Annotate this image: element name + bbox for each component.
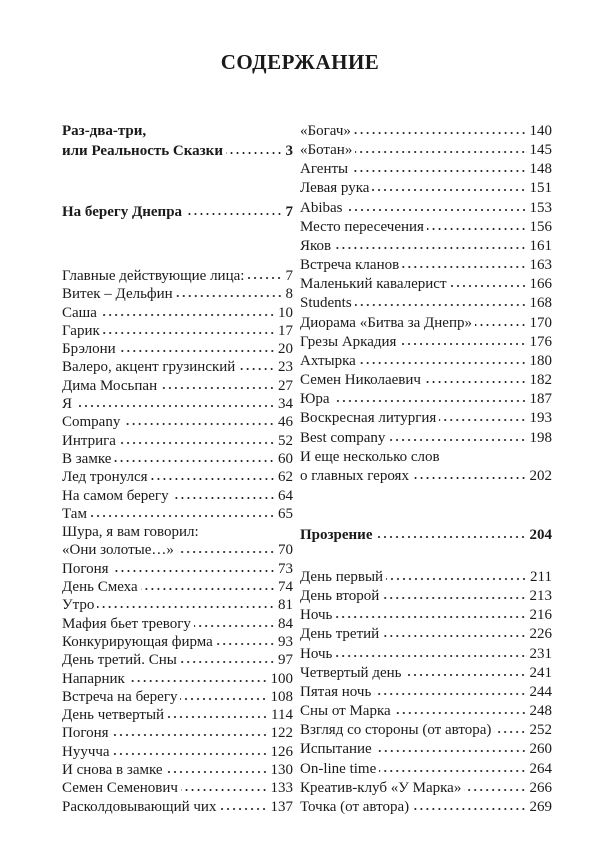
toc-title: Там [62,505,87,522]
toc-page: 180 [529,352,552,369]
toc-page: 145 [529,142,552,159]
toc-title: Best company [300,429,386,446]
toc-entry [300,199,552,218]
toc-entry [62,651,293,669]
toc-entry [62,743,293,761]
toc-page: 46 [278,414,293,431]
toc-page: 244 [529,683,552,700]
toc-title: Саша [62,304,97,321]
page-title: СОДЕРЖАНИЕ [220,50,380,74]
toc-page: 213 [529,588,552,605]
toc-entry [62,285,293,303]
right-toc-list [300,122,552,486]
leader-dots [172,496,275,500]
toc-entry [300,179,552,198]
leader-dots [185,212,282,216]
toc-title: или Реальность Сказки [62,143,223,160]
part-2-heading [62,203,293,221]
leader-dots [180,697,267,701]
toc-entry [62,322,293,340]
leader-dots [177,550,275,554]
toc-entry [300,218,552,237]
toc-entry [62,560,293,578]
toc-title: Погоня [62,725,109,742]
leader-dots [226,151,283,155]
part-3-heading [300,526,552,545]
leader-dots [335,615,526,619]
leader-dots [334,246,526,250]
toc-title: Грезы Аркадия [300,333,397,350]
toc-page: 168 [529,295,552,312]
toc-title: Воскресная литургия [300,410,437,427]
leader-dots [123,422,275,426]
toc-entry [300,256,552,275]
toc-page: 126 [270,743,293,760]
toc-entry [62,340,293,358]
toc-title: Раз-два-три, [62,123,147,139]
leader-dots [219,807,267,811]
toc-title: Яков [300,237,332,254]
leader-dots [386,577,527,581]
toc-page: 70 [278,542,293,559]
leader-dots [354,131,527,135]
toc-title: День первый [300,569,384,585]
toc-title: Встреча кланов [300,257,400,274]
toc-title: «Ботан» [300,142,353,159]
toc-page: 202 [529,467,552,484]
toc-page: 114 [271,707,293,724]
toc-page: 137 [270,798,293,815]
toc-page: 65 [278,505,293,522]
leader-dots [404,673,526,677]
toc-title: День Смеха [62,579,138,596]
toc-title: Лед тронулся [62,469,148,486]
toc-title: Маленький кавалерист [300,276,447,293]
toc-line [62,142,293,160]
toc-page: 23 [278,359,293,376]
toc-title: Company [62,414,121,431]
toc-page: 170 [529,314,552,331]
toc-title: Семен Семенович [62,780,178,797]
toc-entry [300,702,552,721]
leader-dots [160,386,275,390]
toc-entry [300,409,552,428]
toc-page: 211 [530,569,552,585]
toc-title: Прозрение [300,527,373,543]
toc-page: 108 [270,688,293,705]
toc-entry [62,724,293,742]
toc-page: 93 [278,633,293,650]
leader-dots [355,150,526,154]
toc-page: 52 [278,432,293,449]
toc-title: Ночь [300,607,333,624]
toc-entry [300,467,552,486]
toc-entry [62,358,293,376]
leader-dots [113,752,268,756]
toc-title: Утро [62,597,95,614]
toc-title: Мафия бьет тревогу [62,615,191,632]
leader-dots [450,284,527,288]
right-toc-list-2 [300,568,552,817]
leader-dots [355,303,527,307]
leader-dots [114,459,275,463]
leader-dots [475,323,527,327]
toc-page: 27 [278,377,293,394]
leader-dots [167,715,268,719]
toc-title: Диорама «Битва за Днепр» [300,314,472,331]
toc-title: Students [300,295,352,312]
leader-dots [128,679,268,683]
toc-title: И еще несколько слов [300,448,440,465]
toc-page: 266 [529,779,552,796]
leader-dots [382,634,526,638]
toc-page: 122 [270,725,293,742]
toc-title: День третий. Сны [62,652,177,669]
toc-entry [300,798,552,817]
toc-title: Место пересечения [300,218,424,235]
leader-dots [374,692,526,696]
toc-entry [62,432,293,450]
toc-page: 140 [529,123,552,139]
toc-title: Abibas [300,199,343,216]
toc-entry [62,688,293,706]
toc-entry [300,645,552,664]
leader-dots [382,596,526,600]
toc-entry [300,333,552,352]
toc-page: 156 [529,218,552,235]
toc-entry [300,448,552,467]
toc-entry [300,371,552,390]
toc-page: 84 [278,615,293,632]
toc-title: Семен Николаевич [300,372,421,389]
toc-title: В замке [62,450,112,467]
leader-dots [90,514,275,518]
toc-page: 130 [270,762,293,779]
toc-title: Шура, я вам говорил: [62,524,199,541]
toc-title: On-line time [300,760,377,777]
leader-dots [216,642,275,646]
toc-entry [62,450,293,468]
toc-entry [62,578,293,596]
toc-title: Точка (от автора) [300,798,410,815]
leader-dots [75,404,275,408]
leader-dots [112,569,275,573]
toc-page: 97 [278,652,293,669]
toc-page: 133 [270,780,293,797]
leader-dots [97,605,275,609]
leader-dots [238,367,275,371]
leader-dots [494,730,526,734]
toc-title: Напарник [62,670,125,687]
toc-entry [62,377,293,395]
toc-title: «Они золотые…» [62,542,174,559]
leader-dots [194,624,275,628]
toc-page: 182 [529,372,552,389]
leader-dots [119,441,275,445]
toc-entry [300,625,552,644]
leader-dots [443,457,549,461]
toc-entry [62,761,293,779]
toc-page: 264 [529,760,552,777]
toc-page: 81 [278,597,293,614]
toc-page: 231 [529,645,552,662]
toc-line [62,122,293,140]
leader-dots [180,660,275,664]
toc-title: Интрига [62,432,116,449]
toc-page: 3 [285,143,293,160]
toc-title: Креатив-клуб «У Марка» [300,779,462,796]
toc-line [62,203,293,221]
toc-entry [62,267,293,285]
toc-page: 216 [529,607,552,624]
leader-dots [103,331,275,335]
toc-entry [300,390,552,409]
toc-entry [62,395,293,413]
toc-entry [62,798,293,816]
toc-entry [62,541,293,559]
leader-dots [176,294,283,298]
toc-page: 74 [278,579,293,596]
toc-page: 252 [529,722,552,739]
leader-dots [166,770,268,774]
toc-entry [300,587,552,606]
toc-page: 163 [529,257,552,274]
toc-title: Пятая ночь [300,683,372,700]
toc-entry [300,314,552,333]
toc-page: 64 [278,487,293,504]
toc-entry [62,505,293,523]
toc-page: 166 [529,276,552,293]
toc-title: Испытание [300,741,372,758]
leader-dots [100,313,275,317]
leader-dots [412,476,527,480]
toc-page: 148 [529,161,552,178]
toc-page: 20 [278,341,293,358]
toc-entry [62,596,293,614]
toc-page: 7 [285,268,293,284]
leader-dots [424,380,527,384]
toc-page: 10 [278,304,293,321]
toc-page: 161 [529,237,552,254]
toc-title: Дима Мосьпан [62,377,158,394]
toc-entry [300,352,552,371]
leader-dots [335,654,526,658]
toc-entry [62,670,293,688]
toc-page: 8 [285,286,293,303]
toc-title: И снова в замке [62,762,163,779]
toc-entry [62,523,293,541]
toc-page: 100 [270,670,293,687]
toc-title: На самом берегу [62,487,169,504]
toc-title: На берегу Днепра [62,204,183,220]
leader-dots [119,349,275,353]
toc-title: Брэлони [62,341,116,358]
toc-entry [62,468,293,486]
toc-page: 193 [529,410,552,427]
toc-page: 17 [278,322,293,339]
toc-entry [62,633,293,651]
toc-title: Гарик [62,322,100,339]
toc-title: Ахтырка [300,352,356,369]
toc-entry [300,122,552,141]
toc-title: Нуучча [62,743,110,760]
toc-entry [300,683,552,702]
leader-dots [379,769,526,773]
toc-page: 198 [529,429,552,446]
toc-title: Агенты [300,161,349,178]
toc-title: Ночь [300,645,333,662]
toc-page: 269 [529,798,552,815]
toc-entry [300,568,552,587]
toc-title: Встреча на берегу [62,688,178,705]
leader-dots [399,342,526,346]
toc-entry [300,429,552,448]
toc-page: 153 [529,199,552,216]
toc-title: Валеро, акцент грузинский [62,359,236,376]
toc-page: 62 [278,469,293,486]
leader-dots [375,535,526,539]
toc-entry [300,664,552,683]
toc-entry [62,304,293,322]
toc-entry [300,275,552,294]
toc-page: 260 [529,741,552,758]
toc-entry [300,760,552,779]
leader-dots [141,587,275,591]
leader-dots [372,188,526,192]
toc-title: Левая рука [300,180,370,197]
toc-page: 151 [529,180,552,197]
leader-dots [375,749,527,753]
leader-dots [412,807,526,811]
toc-entry [300,606,552,625]
leader-dots [394,711,527,715]
toc-title: День третий [300,626,380,643]
leader-dots [402,265,526,269]
toc-title: о главных героях [300,467,409,484]
left-toc-list [62,267,293,816]
toc-entry [62,779,293,797]
toc-title: День четвертый [62,707,165,724]
toc-entry [300,294,552,313]
leader-dots [388,438,526,442]
leader-dots [346,208,527,212]
leader-dots [181,788,268,792]
toc-entry [300,237,552,256]
leader-dots [247,276,282,280]
toc-entry [62,413,293,431]
toc-title: Четвертый день [300,664,402,681]
leader-dots [151,477,275,481]
toc-page: 241 [529,664,552,681]
toc-title: «Богач» [300,123,351,139]
toc-entry [300,740,552,759]
toc-title: Конкурирующая фирма [62,633,213,650]
toc-entry [300,721,552,740]
toc-entry [300,141,552,160]
toc-page: 226 [529,626,552,643]
toc-title: Взгляд со стороны (от автора) [300,722,492,739]
toc-title: День второй [300,588,380,605]
toc-page: 248 [529,703,552,720]
toc-page: 187 [529,391,552,408]
leader-dots [351,169,526,173]
toc-title: Погоня [62,560,109,577]
leader-dots [439,418,526,422]
toc-entry [62,487,293,505]
toc-page: 60 [278,450,293,467]
leader-dots [427,227,527,231]
toc-page: 7 [285,204,293,220]
toc-title: Главные действующие лица: [62,268,245,284]
toc-entry [300,779,552,798]
leader-dots [359,361,527,365]
part-1-heading [62,122,293,161]
toc-title: Я [62,396,73,413]
toc-entry [62,615,293,633]
leader-dots [464,788,526,792]
toc-page: 73 [278,560,293,577]
toc-line [300,526,552,545]
leader-dots [112,733,268,737]
toc-entry [300,160,552,179]
toc-page: 34 [278,396,293,413]
toc-title: Сны от Марка [300,703,391,720]
toc-title: Витек – Дельфин [62,286,173,303]
toc-title: Расколдовывающий чих [62,798,217,815]
toc-page: 204 [529,527,552,543]
toc-title: Юра [300,391,330,408]
leader-dots [202,532,290,536]
toc-entry [62,706,293,724]
leader-dots [333,399,527,403]
toc-page: 176 [529,333,552,350]
